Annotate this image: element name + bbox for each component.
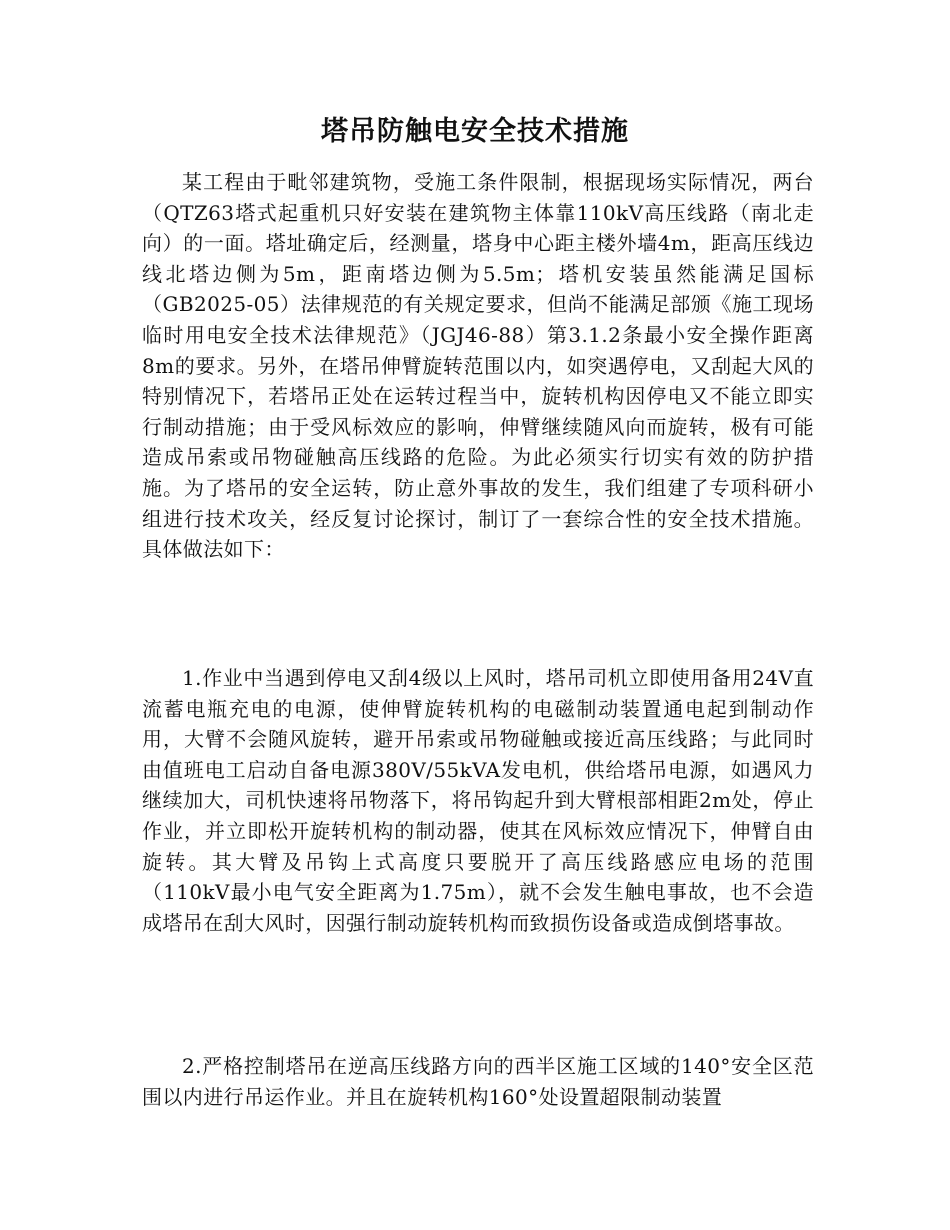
paragraph-measure-2: 2.严格控制塔吊在逆高压线路方向的西半区施工区域的140°安全区范围以内进行吊运作业。并且在旋转机构160°处设置超限制动装置 (142, 1054, 814, 1109)
document-title: 塔吊防触电安全技术措施 (321, 116, 629, 147)
paragraph-measure-1: 1.作业中当遇到停电又刮4级以上风时，塔吊司机立即使用备用24V直流蓄电瓶充电的电源，使伸臂旋转机构的电磁制动装置通电起到制动作用，大臂不会随风旋转，避开吊索或吊物碰触或接近高压线路；与此同时由值班电工启动自备电源380V/55kVA发电机，供给塔吊电源，如遇风力继续加大，司机快速将吊物落下，将吊钩起升到大臂根部相距2m处，停止作业，并立即松开旋转机构的制动器，使其在风标效应情况下，伸臂自由旋转。其大臂及吊钩上式高度只要脱开了高压线路感应电场的范围（110kV最小电气安全距离为1.75m），就不会发生触电事故，也不会造成塔吊在刮大风时，因强行制动旋转机构而致损伤设备或造成倒塔事故。 (142, 666, 814, 935)
paragraph-intro: 某工程由于毗邻建筑物，受施工条件限制，根据现场实际情况，两台（QTZ63塔式起重机只好安装在建筑物主体靠110kV高压线路（南北走向）的一面。塔址确定后，经测量，塔身中心距主楼外墙4m，距高压线边线北塔边侧为5m，距南塔边侧为5.5m；塔机安装虽然能满足国标（GB2025-05）法律规范的有关规定要求，但尚不能满足部颁《施工现场临时用电安全技术法律规范》（JGJ46-88）第3.1.2条最小安全操作距离8m的要求。另外，在塔吊伸臂旋转范围以内，如突遇停电，又刮起大风的特别情况下，若塔吊正处在运转过程当中，旋转机构因停电又不能立即实行制动措施；由于受风标效应的影响，伸臂继续随风向而旋转，极有可能造成吊索或吊物碰触高压线路的危险。为此必须实行切实有效的防护措施。为了塔吊的安全运转，防止意外事故的发生，我们组建了专项科研小组进行技术攻关，经反复讨论探讨，制订了一套综合性的安全技术措施。具体做法如下： (142, 170, 814, 562)
